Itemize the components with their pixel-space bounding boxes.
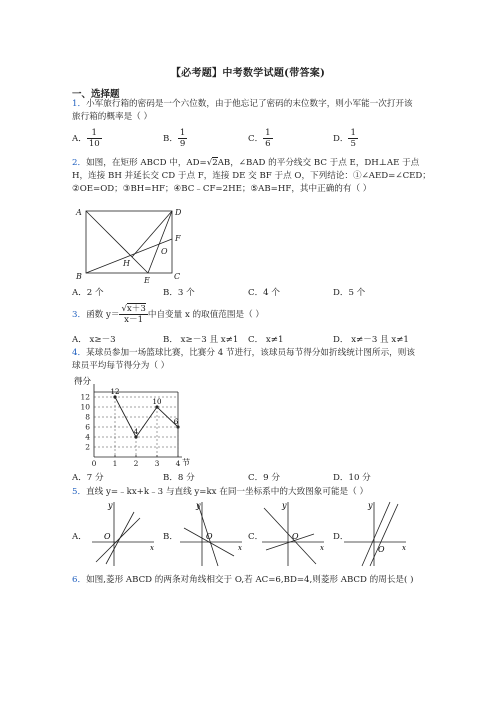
line-chart bbox=[70, 375, 195, 467]
option-a: A． x≥－3 bbox=[72, 335, 116, 345]
svg-text:y: y bbox=[282, 501, 287, 510]
y-tick-label: 4 bbox=[85, 432, 90, 442]
option-d: D． $\frac{1}{5}$ bbox=[333, 128, 356, 149]
option-a: A．7 分 bbox=[72, 473, 104, 483]
x-tick-label: 2 bbox=[133, 459, 139, 467]
svg-text:y: y bbox=[108, 501, 113, 510]
data-label: 6 bbox=[173, 418, 179, 426]
svg-text:x: x bbox=[402, 544, 406, 552]
x-tick-label: 3 bbox=[154, 459, 160, 467]
svg-text:O: O bbox=[378, 545, 385, 554]
svg-text:x: x bbox=[150, 544, 154, 552]
option-d: D．10 分 bbox=[333, 473, 371, 483]
data-label: 4 bbox=[133, 428, 139, 436]
x-axis-label: 节 bbox=[182, 458, 190, 467]
y-tick-label: 10 bbox=[80, 402, 90, 412]
svg-text:O: O bbox=[206, 532, 213, 541]
fraction: $\frac{√x+3}{x-1}$ bbox=[121, 304, 146, 325]
option-b: B．3 个 bbox=[163, 288, 195, 298]
rectangle-figure bbox=[72, 203, 192, 285]
svg-text:O: O bbox=[104, 532, 111, 541]
svg-text:y: y bbox=[368, 501, 373, 510]
question-6: 6．如图,菱形 ABCD 的两条对角线相交于 O,若 AC=6,BD=4,则菱形 ABCD 的周长是( ) bbox=[72, 575, 414, 585]
question-number: 6． bbox=[72, 575, 87, 585]
question-1 bbox=[72, 98, 432, 124]
label-e: E bbox=[144, 276, 150, 285]
option-c: C． $\frac{1}{6}$ bbox=[248, 128, 271, 149]
option-b: B．8 分 bbox=[163, 473, 195, 483]
data-label: 10 bbox=[152, 398, 162, 406]
question-number: 3． bbox=[72, 310, 87, 320]
question-number: 4． bbox=[72, 348, 87, 358]
question-number: 1． bbox=[72, 99, 87, 109]
graph-option-b bbox=[176, 498, 246, 570]
option-b: B． $\frac{1}{9}$ bbox=[163, 128, 186, 149]
label-c: C bbox=[174, 272, 181, 281]
svg-text:y: y bbox=[196, 501, 201, 510]
option-b: B． x≥－3 且 x≠1 bbox=[163, 335, 239, 345]
x-tick-label: 0 bbox=[91, 459, 97, 467]
y-tick-label: 6 bbox=[85, 422, 90, 432]
x-tick-label: 1 bbox=[112, 459, 118, 467]
svg-text:O: O bbox=[292, 532, 299, 541]
option-d: D．5 个 bbox=[333, 288, 366, 298]
question-4: 4．某球员参加一场篮球比赛，比赛分 4 节进行，该球员每节得分如折线统计图所示，则该 球员平均每节得分为（ ） bbox=[72, 348, 415, 371]
option-c: C． x≠1 bbox=[248, 335, 284, 345]
question-3: 3．函数 y＝ $\frac{√x+3}{x-1}$ 中自变量 x 的取值范围是（ ） bbox=[72, 304, 265, 325]
question-text: 小军旅行箱的密码是一个六位数，由于他忘记了密码的末位数字，则小军能一次打开该 bbox=[86, 99, 413, 109]
y-axis-label: 得分 bbox=[74, 377, 92, 387]
option-c: C．9 分 bbox=[248, 473, 280, 483]
option-d: D． x≠－3 且 x≠1 bbox=[333, 335, 409, 345]
option-c: C． bbox=[248, 532, 264, 542]
svg-text:x: x bbox=[238, 544, 242, 552]
label-f: F bbox=[175, 234, 181, 243]
label-a: A bbox=[76, 208, 82, 217]
label-o: O bbox=[161, 247, 168, 256]
option-c: C．4 个 bbox=[248, 288, 280, 298]
page-title: 【必考题】中考数学试题(带答案) bbox=[170, 68, 326, 79]
question-number: 5． bbox=[72, 487, 87, 497]
sqrt-symbol: √ bbox=[206, 158, 213, 168]
y-tick-label: 2 bbox=[85, 442, 90, 452]
option-b: B． bbox=[163, 532, 178, 542]
label-d: D bbox=[175, 208, 182, 217]
label-b: B bbox=[76, 272, 82, 281]
svg-text:x: x bbox=[320, 544, 324, 552]
question-2: 2．如图，在矩形 ABCD 中，AD=√2AB，∠BAD 的平分线交 BC 于点 E，DH⊥AE 于点 H，连接 BH 并延长交 CD 于点 F，连接 DE 交 BF 于点 O，下列结论：①∠AED=∠CED； ②OE=OD；③BH=HF；④BC﹣CF=2HE；⑤AB=HF，其中正确的有（ ） bbox=[72, 158, 431, 194]
question-text: 旅行箱的概率是（ ） bbox=[72, 112, 153, 122]
section-heading: 一、选择题 bbox=[72, 89, 120, 100]
option-d: D． bbox=[333, 532, 349, 542]
x-tick-label: 4 bbox=[175, 459, 181, 467]
y-tick-label: 12 bbox=[80, 392, 90, 402]
question-5: 5．直线 y=﹣kx+k﹣3 与直线 y=kx 在同一坐标系中的大致图象可能是（ ） bbox=[72, 487, 369, 497]
option-a: A．2 个 bbox=[72, 288, 104, 298]
label-h: H bbox=[123, 259, 130, 268]
option-a: A． $\frac{1}{10}$ bbox=[72, 128, 100, 149]
option-a: A． bbox=[72, 532, 87, 542]
graph-option-d bbox=[340, 498, 410, 570]
y-tick-label: 8 bbox=[85, 412, 90, 422]
graph-option-a bbox=[88, 498, 158, 570]
graph-option-c bbox=[258, 498, 328, 570]
data-label: 12 bbox=[110, 388, 120, 396]
question-number: 2． bbox=[72, 158, 87, 168]
